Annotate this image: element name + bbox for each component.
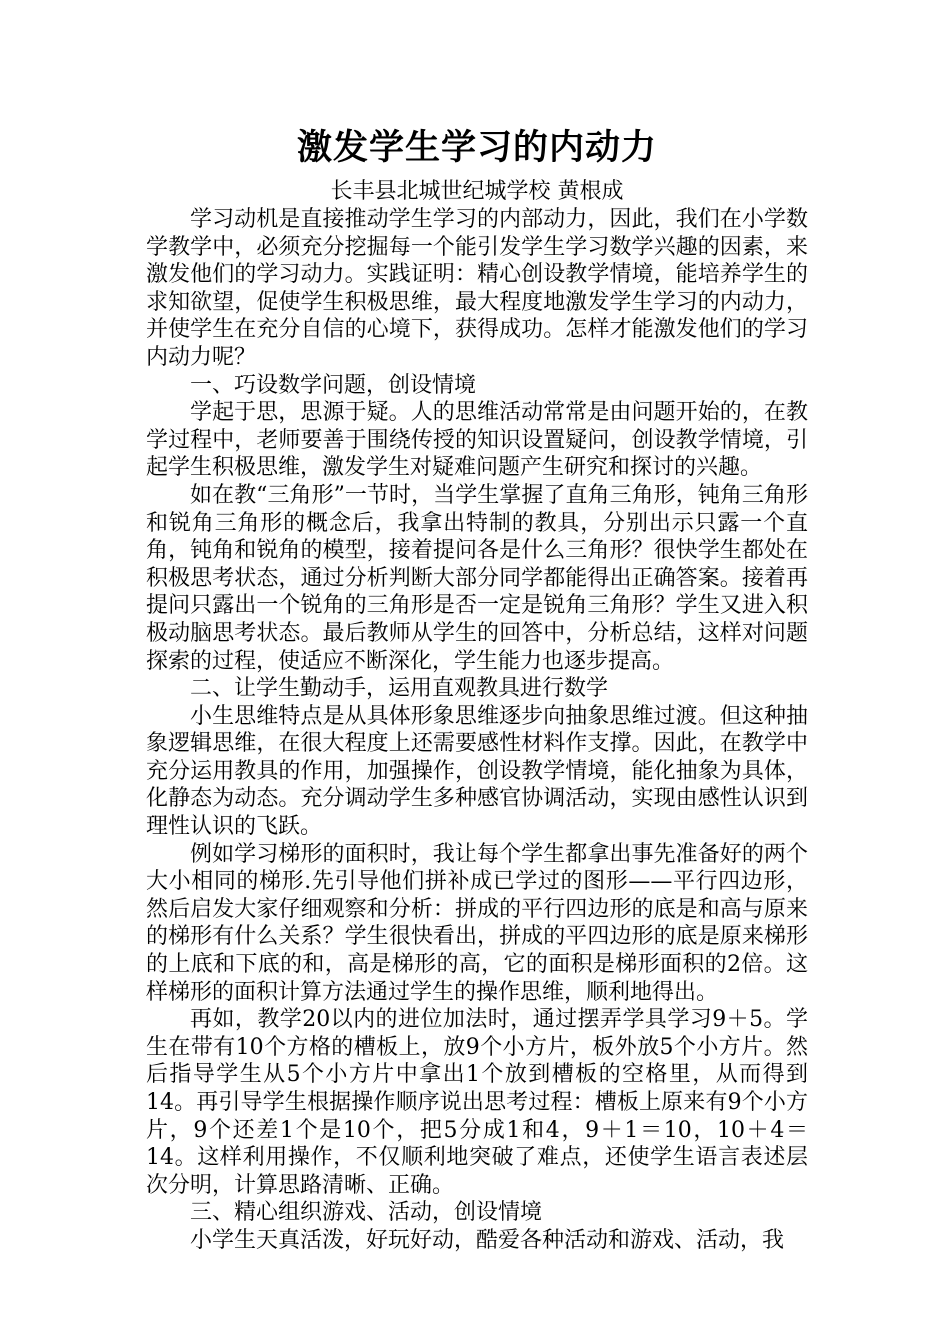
paragraph-2c: 再如，教学20以内的进位加法时，通过摆弄学具学习9＋5。学生在带有10个方格的槽板上，放9个小方片，板外放5个小方片。然后指导学生从5个小方片中拿出1个放到槽板的空格里，从而得到14。再引导学生根据操作顺序说出思考过程：槽板上原来有9个小方片，9个还差1个是10个，把5分成1和4，9＋1＝10，10＋4＝14。这样利用操作，不仅顺利地突破了难点，还使学生语言表述层次分明，计算思路清晰、正确。 [146,1007,808,1198]
document-title: 激发学生学习的内动力 [296,127,657,168]
paragraph-1b: 如在教“三角形”一节时，当学生掌握了直角三角形，钝角三角形和锐角三角形的概念后，我拿出特制的教具，分别出示只露一个直角，钝角和锐角的模型，接着提问各是什么三角形？很快学生都处在积极思考状态，通过分析判断大部分同学都能得出正确答案。接着再提问只露出一个锐角的三角形是否一定是锐角三角形？学生又进入积极动脑思考状态。最后教师从学生的回答中，分析总结，这样对问题探索的过程，使适应不断深化，学生能力也逐步提高。 [146,482,808,674]
document-author: 长丰县北城世纪城学校 黄根成 [330,179,624,204]
paragraph-2b: 例如学习梯形的面积时，我让每个学生都拿出事先准备好的两个大小相同的梯形.先引导他们拼补成已学过的图形——平行四边形，然后启发大家仔细观察和分析：拼成的平行四边形的底是和高与原来的梯形有什么关系？学生很快看出，拼成的平四边形的底是原来梯形的上底和下底的和，高是梯形的高，它的面积是梯形面积的2倍。这样梯形的面积计算方法通过学生的操作思维，顺利地得出。 [146,841,808,1005]
paragraph-1a: 学起于思，思源于疑。人的思维活动常常是由问题开始的，在教学过程中，老师要善于围绕传授的知识设置疑问，创设教学情境，引起学生积极思维，激发学生对疑难问题产生研究和探讨的兴趣。 [146,400,808,481]
section-heading-2: 二、让学生勤动手，运用直观教具进行数学 [190,676,609,702]
paragraph-3a: 小学生天真活泼，好玩好动，酷爱各种活动和游戏、活动，我 [190,1227,785,1253]
section-heading-1: 一、巧设数学问题，创设情境 [190,372,477,398]
section-heading-3: 三、精心组织游戏、活动，创设情境 [190,1200,543,1226]
paragraph-2a: 小生思维特点是从具体形象思维逐步向抽象思维过渡。但这种抽象逻辑思维，在很大程度上还需要感性材料作支撑。因此，在教学中充分运用教具的作用，加强操作，创设教学情境，能化抽象为具体，化静态为动态。充分调动学生多种感官协调活动，实现由感性认识到理性认识的飞跃。 [146,703,808,840]
paragraph-intro: 学习动机是直接推动学生学习的内部动力，因此，我们在小学数学教学中，必须充分挖掘每一个能引发学生学习数学兴趣的因素，来激发他们的学习动力。实践证明：精心创设教学情境，能培养学生的求知欲望，促使学生积极思维，最大程度地激发学生学习的内动力，并使学生在充分自信的心境下，获得成功。怎样才能激发他们的学习内动力呢？ [146,207,808,370]
document-page [146,118,808,1255]
